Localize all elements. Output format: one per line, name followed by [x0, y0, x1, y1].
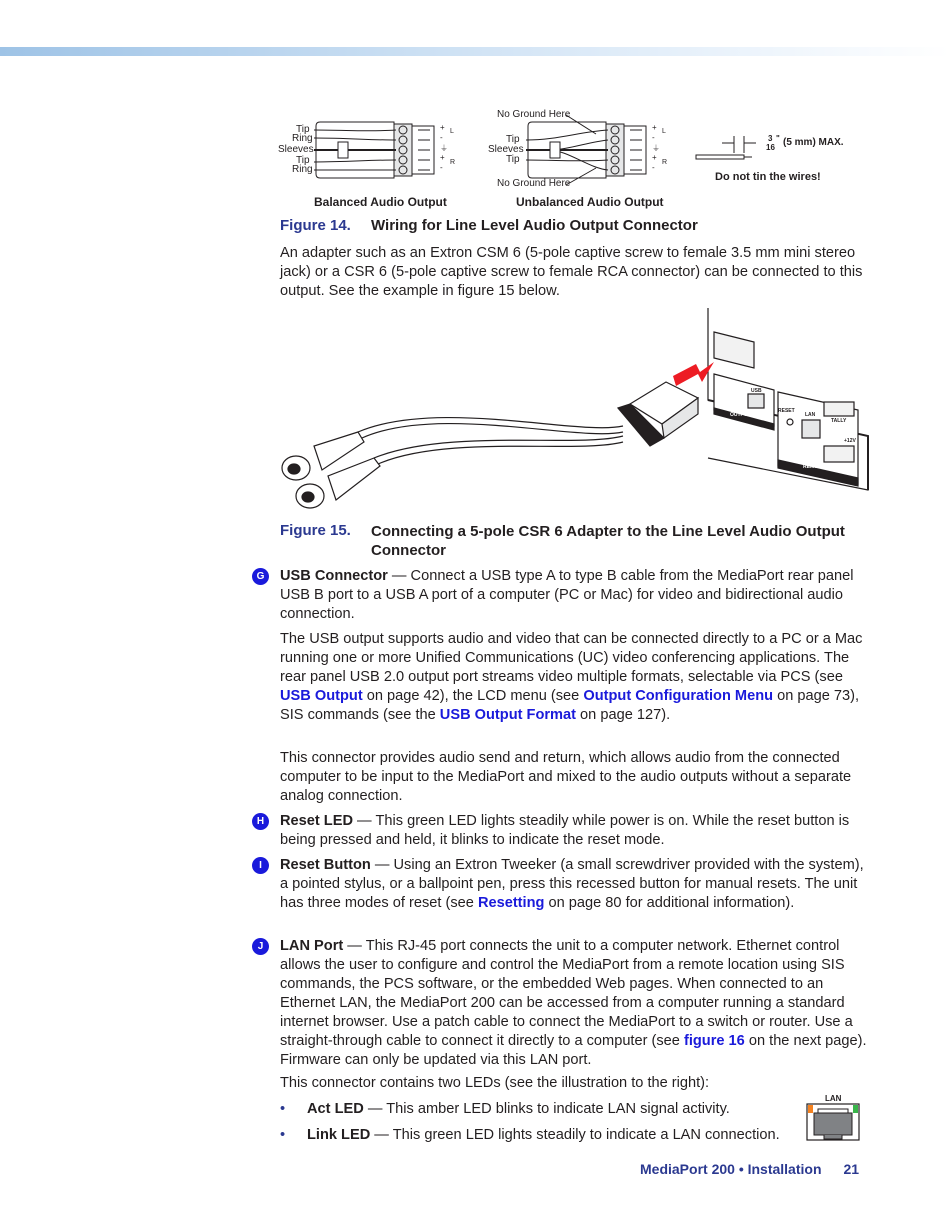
unbalanced-pin-4: +: [652, 153, 657, 162]
link-led-dash: —: [370, 1127, 393, 1143]
strip-fraction-numerator: 3: [768, 134, 773, 143]
panel-label-power: +12V: [844, 438, 856, 444]
lan-port-illustration: [806, 1094, 860, 1142]
link-led-text: This green LED lights steadily to indicate a LAN connection.: [392, 1127, 780, 1143]
act-led-dash: —: [363, 1101, 387, 1117]
adapter-cables: [358, 418, 623, 464]
balanced-pin-1: +: [440, 123, 445, 132]
figure-15-title-line1: Connecting a 5-pole CSR 6 Adapter to the Line Level Audio Output: [371, 523, 845, 540]
lan-dash: —: [343, 938, 366, 954]
panel-label-tally: TALLY: [831, 418, 847, 424]
figure-14-wiring-diagrams: [278, 106, 878, 211]
unbalanced-connector: [526, 115, 646, 185]
unbalanced-no-ground-bottom: No Ground Here: [497, 178, 571, 189]
figure-14-title: Wiring for Line Level Audio Output Connector: [371, 217, 698, 234]
strip-length-diagram: [696, 136, 756, 159]
usb-connector-title: USB Connector: [280, 568, 388, 584]
balanced-side-r: R: [450, 159, 456, 166]
lan-port-title: LAN Port: [280, 938, 344, 954]
footer-title: MediaPort 200 • Installation: [640, 1161, 822, 1177]
act-led-indicator: [808, 1105, 813, 1113]
link-resetting[interactable]: Resetting: [477, 895, 545, 911]
callout-marker-i: I: [252, 857, 269, 874]
unbalanced-side-l: L: [662, 128, 666, 135]
balanced-label-ring-2: Ring: [292, 164, 313, 175]
reset-button-dash: —: [370, 857, 394, 873]
unbalanced-label-tip-2: Tip: [506, 154, 520, 165]
header-gradient-bar: [0, 47, 950, 56]
usb-p2-d: on page 127).: [576, 707, 671, 723]
usb-connector-description: [280, 567, 872, 624]
link-figure-16[interactable]: figure 16: [683, 1033, 745, 1049]
reset-button-description: [280, 856, 872, 913]
unbalanced-label-sleeves: Sleeves: [488, 144, 524, 155]
bullet-act-led: [280, 1100, 730, 1119]
strip-warning: Do not tin the wires!: [715, 171, 821, 183]
rca-jacks: [282, 432, 380, 508]
usb-connector-text: Connect a USB type A to type B cable from the MediaPort rear panel USB B port to a USB A port of a computer (PC or Mac) for video and bidirectional audio connection.: [280, 568, 854, 622]
balanced-pin-3: ⏚: [440, 144, 448, 153]
usb-audio-paragraph: This connector provides audio send and return, which allows audio from the connected computer to be input to the MediaPort and mixed to the audio outputs without a separate analog connection.: [280, 750, 852, 804]
figure-15-illustration: [278, 308, 870, 514]
reset-led-text: This green LED lights steadily while power is on. While the reset button is being pressed and held, it blinks to indicate the reset mode.: [280, 813, 850, 848]
lan-text-b: on the next page). Firmware can only be updated via this LAN port.: [280, 1033, 867, 1068]
unbalanced-side-r: R: [662, 159, 668, 166]
panel-label-reset: RESET: [778, 408, 795, 414]
figure-15-number: Figure 15.: [280, 522, 351, 539]
panel-label-output: OUTPUT: [730, 412, 751, 418]
usb-p2-a: The USB output supports audio and video that can be connected directly to a PC or a Mac running one or more Unified Communications (UC) video conferencing applications. The rear panel USB 2.0 output port streams video multiple formats, selectable via PCS (see: [280, 631, 863, 685]
lan-port-description: [280, 937, 872, 1070]
panel-label-usb: USB: [751, 388, 762, 394]
intro-paragraph: An adapter such as an Extron CSM 6 (5-pole captive screw to female 3.5 mm mini stereo jack) or a CSR 6 (5-pole captive screw to female RCA connector) can be connected to this output. See the example in figure 15 below.: [280, 245, 863, 299]
reset-led-description: [280, 812, 872, 850]
captive-screw-plug: [618, 382, 698, 446]
balanced-label-tip-2: Tip: [296, 155, 310, 166]
figure-15-title-line2: Connector: [371, 542, 446, 559]
figure-14-number: Figure 14.: [280, 217, 351, 234]
strip-inch-mark: ": [776, 134, 780, 143]
unbalanced-pin-2: -: [652, 133, 655, 142]
usb-p2-c: on page 73), SIS commands (see the: [280, 688, 860, 723]
callout-marker-h: H: [252, 813, 269, 830]
rj45-port-icon: [806, 1103, 860, 1143]
balanced-label-tip: Tip: [296, 124, 310, 135]
panel-label-remote: REMOTE: [803, 464, 825, 470]
panel-label-lan: LAN: [805, 412, 816, 418]
page-footer: [640, 1161, 859, 1177]
balanced-label-ring: Ring: [292, 133, 313, 144]
unbalanced-no-ground-top: No Ground Here: [497, 109, 571, 120]
reset-button-text-b: on page 80 for additional information).: [544, 895, 795, 911]
usb-dash: —: [387, 568, 411, 584]
bullet-dot-icon: •: [280, 1127, 286, 1143]
link-output-configuration-menu[interactable]: Output Configuration Menu: [583, 688, 774, 704]
balanced-label-sleeves: Sleeves: [278, 144, 314, 155]
balanced-caption: Balanced Audio Output: [314, 195, 447, 209]
reset-button-text-a: Using an Extron Tweeker (a small screwdriver provided with the system), a pointed stylus, or a ballpoint pen, press this recessed button for manual resets. The unit has three modes of reset (see: [280, 857, 864, 911]
lan-text-a: This RJ-45 port connects the unit to a computer network. Ethernet control allows the user to configure and control the MediaPort from a remote location using SIS commands, the PCS software, or the embedded Web pages. When connected to an Ethernet LAN, the MediaPort 200 can be accessed from a computer running a standard internet browser. Use a patch cable to connect the MediaPort to a switch or router. Use a straight-through cable to connect it directly to a computer (see: [280, 938, 853, 1049]
bullet-link-led: [280, 1126, 780, 1145]
callout-marker-j: J: [252, 938, 269, 955]
balanced-pin-5: -: [440, 163, 443, 172]
bullet-dot-icon: •: [280, 1101, 286, 1117]
page-number: 21: [843, 1161, 860, 1177]
strip-fraction-denominator: 16: [766, 143, 775, 152]
unbalanced-label-tip: Tip: [506, 134, 520, 145]
link-led-indicator: [853, 1105, 858, 1113]
link-usb-output[interactable]: USB Output: [280, 688, 363, 704]
strip-max-length: (5 mm) MAX.: [783, 137, 844, 148]
balanced-side-l: L: [450, 128, 454, 135]
reset-button-title: Reset Button: [280, 857, 371, 873]
usb-output-paragraph: [280, 630, 872, 725]
rear-panel: [708, 308, 868, 490]
unbalanced-pin-5: -: [652, 163, 655, 172]
unbalanced-pin-1: +: [652, 123, 657, 132]
reset-led-dash: —: [353, 813, 376, 829]
unbalanced-pin-3: ⏚: [652, 144, 660, 153]
balanced-connector: [314, 122, 434, 178]
usb-p2-b: on page 42), the LCD menu (see: [362, 688, 584, 704]
unbalanced-caption: Unbalanced Audio Output: [516, 195, 664, 209]
figure-15-caption: [280, 522, 845, 560]
link-usb-output-format[interactable]: USB Output Format: [439, 707, 576, 723]
lan-leds-intro: This connector contains two LEDs (see the illustration to the right):: [280, 1075, 710, 1091]
act-led-text: This amber LED blinks to indicate LAN signal activity.: [386, 1101, 730, 1117]
act-led-title: Act LED: [307, 1101, 364, 1117]
figure-14-caption: [280, 217, 698, 234]
lan-port-label: LAN: [825, 1094, 842, 1103]
link-led-title: Link LED: [307, 1127, 371, 1143]
reset-led-title: Reset LED: [280, 813, 353, 829]
callout-marker-g: G: [252, 568, 269, 585]
balanced-pin-2: -: [440, 133, 443, 142]
balanced-pin-4: +: [440, 153, 445, 162]
